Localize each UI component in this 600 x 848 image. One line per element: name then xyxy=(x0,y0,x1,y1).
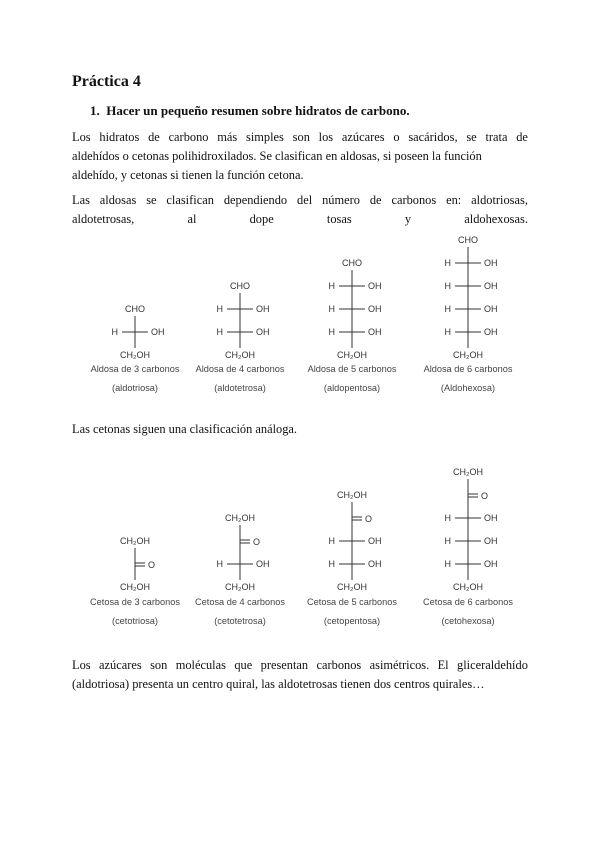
paragraph-chirality-word: Los xyxy=(72,658,91,672)
fischer-bottom-group: CH₂OH xyxy=(453,582,483,592)
paragraph-aldoses-word: aldotriosas, xyxy=(471,193,528,207)
fischer-top-group: CHO xyxy=(342,258,362,268)
substituent-left: H xyxy=(328,327,335,337)
paragraph-intro-word: más xyxy=(217,130,238,144)
structure-name: (cetopentosa) xyxy=(323,616,381,626)
carbonyl-oxygen: O xyxy=(481,491,489,501)
fischer-bottom-group: CH₂OH xyxy=(337,582,367,592)
structure-caption: Aldosa de 3 carbonos xyxy=(90,364,180,374)
substituent-left: H xyxy=(444,513,451,523)
paragraph-aldoses-word: de xyxy=(369,193,382,207)
paragraph-chirality-word: gliceraldehído xyxy=(457,658,528,672)
paragraph-aldoses-word: aldotetrosas, xyxy=(72,212,135,226)
structure-name: (aldopentosa) xyxy=(323,383,381,393)
paragraph-chirality-word: son xyxy=(150,658,168,672)
paragraph-aldoses-word: número xyxy=(322,193,360,207)
substituent-left: H xyxy=(328,304,335,314)
paragraph-aldoses-word: tosas xyxy=(326,212,352,226)
structure-name: (cetotetrosa) xyxy=(214,616,266,626)
substituent-right: OH xyxy=(484,304,498,314)
fischer-bottom-group: CH₂OH xyxy=(120,582,150,592)
substituent-right: OH xyxy=(484,327,498,337)
substituent-right: OH xyxy=(484,559,498,569)
paragraph-intro-word: de xyxy=(516,130,528,144)
substituent-right: OH xyxy=(151,327,165,337)
paragraph-intro-word: son xyxy=(292,130,310,144)
paragraph-chirality xyxy=(72,656,528,694)
structure-name: (Aldohexosa) xyxy=(440,383,496,393)
paragraph-intro-word: sacáridos, xyxy=(408,130,458,144)
section-heading xyxy=(90,103,410,119)
substituent-right: OH xyxy=(484,536,498,546)
paragraph-aldoses-word: aldosas xyxy=(99,193,137,207)
paragraph-intro-line-2: aldehídos o cetonas polihidroxilados. Se clasifican en aldosas, si poseen la función xyxy=(72,149,482,163)
substituent-right: OH xyxy=(256,559,270,569)
structure-caption: Cetosa de 3 carbonos xyxy=(90,597,180,607)
fischer-bottom-group: CH₂OH xyxy=(225,350,255,360)
fischer-bottom-group: CH₂OH xyxy=(120,350,150,360)
paragraph-chirality-word: El xyxy=(437,658,449,672)
structure-name: (aldotetrosa) xyxy=(214,383,266,393)
fischer-bottom-group: CH₂OH xyxy=(453,350,483,360)
substituent-left: H xyxy=(328,281,335,291)
substituent-left: H xyxy=(444,559,451,569)
paragraph-intro-word: azúcares xyxy=(341,130,385,144)
structure-caption: Aldosa de 5 carbonos xyxy=(307,364,397,374)
paragraph-aldoses-word: al xyxy=(187,212,197,226)
substituent-right: OH xyxy=(256,327,270,337)
substituent-right: OH xyxy=(484,513,498,523)
structure-name: (cetotriosa) xyxy=(112,616,158,626)
paragraph-intro-line-1 xyxy=(72,128,528,147)
fischer-top-group: CHO xyxy=(125,304,145,314)
paragraph-intro-word: se xyxy=(466,130,477,144)
paragraph-intro-word: carbono xyxy=(168,130,209,144)
paragraph-intro-word: trata xyxy=(485,130,508,144)
paragraph-aldoses-word: dope xyxy=(249,212,274,226)
paragraph-chirality-word: que xyxy=(234,658,253,672)
paragraph-intro-word: de xyxy=(148,130,160,144)
substituent-right: OH xyxy=(484,281,498,291)
paragraph-aldoses-word: y xyxy=(404,212,412,226)
substituent-right: OH xyxy=(256,304,270,314)
paragraph-chirality-line-1 xyxy=(72,656,528,675)
structure-name: (aldotriosa) xyxy=(112,383,158,393)
substituent-left: H xyxy=(444,281,451,291)
aldose-structures-figure xyxy=(0,225,600,400)
structure-caption: Aldosa de 4 carbonos xyxy=(195,364,285,374)
paragraph-chirality-word: asimétricos. xyxy=(369,658,430,672)
structure-caption: Cetosa de 6 carbonos xyxy=(423,597,513,607)
substituent-left: H xyxy=(216,304,223,314)
substituent-left: H xyxy=(328,559,335,569)
substituent-left: H xyxy=(111,327,118,337)
fischer-top-group: CHO xyxy=(230,281,250,291)
substituent-left: H xyxy=(328,536,335,546)
paragraph-aldoses-word: aldohexosas. xyxy=(464,212,528,226)
paragraph-aldoses-line-1 xyxy=(72,191,528,210)
carbonyl-oxygen: O xyxy=(148,560,156,570)
paragraph-intro-word: Los xyxy=(72,130,91,144)
paragraph-intro xyxy=(72,128,528,185)
structure-name: (cetohexosa) xyxy=(441,616,495,626)
paragraph-aldoses-word: se xyxy=(146,193,157,207)
carbonyl-oxygen: O xyxy=(253,537,261,547)
substituent-right: OH xyxy=(368,559,382,569)
substituent-right: OH xyxy=(484,258,498,268)
section-number: 1. xyxy=(90,103,100,118)
ketose-structures-figure xyxy=(0,455,600,635)
substituent-right: OH xyxy=(368,327,382,337)
paragraph-aldoses-word: carbonos xyxy=(391,193,437,207)
substituent-right: OH xyxy=(368,304,382,314)
substituent-left: H xyxy=(444,258,451,268)
fischer-bottom-group: CH₂OH xyxy=(337,350,367,360)
structure-caption: Cetosa de 5 carbonos xyxy=(307,597,397,607)
fischer-top-group: CH₂OH xyxy=(337,490,367,500)
substituent-left: H xyxy=(444,304,451,314)
substituent-left: H xyxy=(216,327,223,337)
paragraph-chirality-word: presentan xyxy=(260,658,309,672)
fischer-top-group: CH₂OH xyxy=(225,513,255,523)
structure-caption: Aldosa de 6 carbonos xyxy=(423,364,513,374)
paragraph-intro-word: hidratos xyxy=(99,130,140,144)
section-heading-text: Hacer un pequeño resumen sobre hidratos de carbono. xyxy=(106,103,410,118)
paragraph-intro-word: los xyxy=(318,130,334,144)
substituent-left: H xyxy=(444,536,451,546)
carbonyl-oxygen: O xyxy=(365,514,373,524)
paragraph-aldoses-word: del xyxy=(297,193,313,207)
fischer-top-group: CHO xyxy=(458,235,478,245)
structure-caption: Cetosa de 4 carbonos xyxy=(195,597,285,607)
paragraph-chirality-line-2: (aldotriosa) presenta un centro quiral, las aldotetrosas tienen dos centros quirales… xyxy=(72,677,485,691)
substituent-right: OH xyxy=(368,281,382,291)
paragraph-chirality-word: carbonos xyxy=(316,658,362,672)
fischer-top-group: CH₂OH xyxy=(453,467,483,477)
paragraph-aldoses-word: en: xyxy=(446,193,462,207)
paragraph-intro-line-3: aldehído, y cetonas si tienen la función cetona. xyxy=(72,168,304,182)
fischer-top-group: CH₂OH xyxy=(120,536,150,546)
paragraph-ketoses: Las cetonas siguen una clasificación análoga. xyxy=(72,422,298,436)
paragraph-intro-word: o xyxy=(393,130,400,144)
paragraph-aldoses-word: dependiendo xyxy=(223,193,288,207)
paragraph-intro-word: simples xyxy=(246,130,284,144)
paragraph-chirality-word: azúcares xyxy=(99,658,142,672)
paragraph-aldoses-word: clasifican xyxy=(166,193,214,207)
page-title: Práctica 4 xyxy=(72,73,141,90)
fischer-bottom-group: CH₂OH xyxy=(225,582,255,592)
paragraph-chirality-word: moléculas xyxy=(175,658,226,672)
substituent-right: OH xyxy=(368,536,382,546)
paragraph-aldoses-word: Las xyxy=(72,193,90,207)
paragraph-aldoses xyxy=(72,191,528,229)
substituent-left: H xyxy=(444,327,451,337)
substituent-left: H xyxy=(216,559,223,569)
